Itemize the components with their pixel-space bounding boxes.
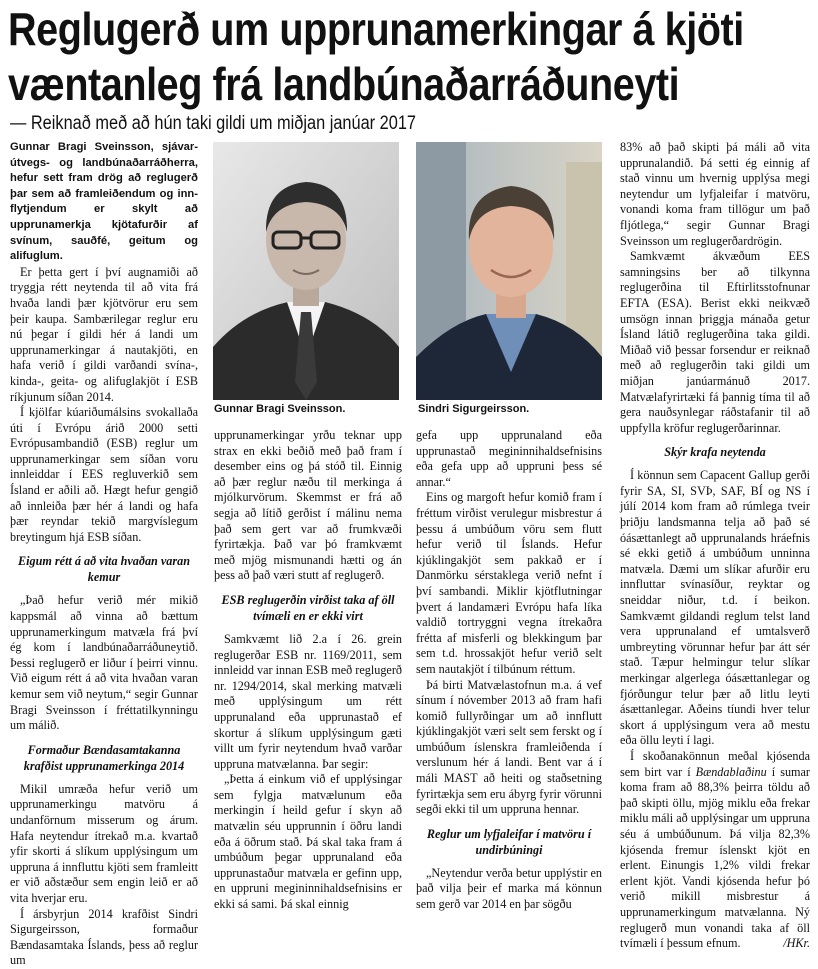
paragraph: „Það hefur verið mér mikið kappsmál að vinna að bættum upprunamerkingum matvæla frá því ég kom í landbúnaðarráðuneytið. Þessi reglugerð er liður í þeirri vinnu. Við eigum rétt á að vita hvaðan varan kemur sem við neytum,“ segir Gunnar Bragi Sveinsson í fréttatilkynningu um málið. xyxy=(10,593,198,733)
paragraph: Í ársbyrjun 2014 krafðist Sindri Sigurgeirsson, formaður Bændasamtaka Íslands, þess að reglur um xyxy=(10,906,198,968)
text-run: í sumar koma fram að 88,3% þeirra töldu að það skipti öllu, mjög miklu eða frekar miklu máli að upplýsingar um uppruna séu á umbúðunum. Þá vilja 82,3% kjósenda fremur íslenskt kjöt en erlent. Einungis 1,2% vildi frekar erlent kjöt. Vandi kjósenda hefur þó verið mikill misbrestur á upprunamerkingum matvælanna. Ný reglugerð mun vonandi taka af öll tvímæli í þessum efnum. xyxy=(620,764,810,951)
headline-line-1: Reglugerð um upprunamerkingar á kjöti xyxy=(8,3,744,55)
section-heading: ESB reglugerðin virðist taka af öll tvímæli en er ekki virt xyxy=(221,592,395,623)
photo-caption: Sindri Sigurgeirsson. xyxy=(418,403,530,415)
photo-caption: Gunnar Bragi Sveinsson. xyxy=(214,403,346,415)
paragraph: Er þetta gert í því augnamiði að tryggja rétt neytenda til að vita frá hvaða landi þær kjötvörur eru sem þeir kaupa. Sambærilegar reglur eru nú þegar í gildi hér á landi um upprunamerkingar á nautakjöti, en hafa verið í gildi varðandi svína-, kinda-, geita- og alifuglakjöt í ESB ríkjunum síðan 2014. xyxy=(10,264,198,404)
publication-name: Bændablaðinu xyxy=(695,764,767,779)
portrait-image xyxy=(213,142,399,400)
paragraph: Í könnun sem Capacent Gallup gerði fyrir SA, SI, SVÞ, SAF, BÍ og NS í júlí 2014 kom fram að rúmlega tveir þriðju landsmanna telja að það sé óásættanlegt að upprunalands hráefnis sé ekki getið á umbúðum unninna matvæla. Dæmi um slíkar afurðir eru innfluttar svínasíður, reyktar og sneiddar niður, t.d. í beikon. Samkvæmt gildandi reglum telst land vera upprunaland ef umtalsverð umbreyting vörunnar hefur þar átt sér stað. Tæpur helmingur telur slíkar merkingar algerlega óásættanlegar og fjórðungur telur þær að litlu leyti ásættanlegar. Aðeins tíundi hver telur skort á upplýsingum vera að mestu eða öllu leyti í lagi. xyxy=(620,468,810,748)
paragraph: 83% að það skipti þá máli að vita upprunalandið. Þá setti ég einnig af stað vinnu um hvernig upplýsa megi neytendur um lyfjaleifar í matvöru, vonandi koma fram tillögur um það fljótlega,“ segir Gunnar Bragi Sveinsson um reglugerðardrögin. xyxy=(620,140,810,248)
paragraph: Mikil umræða hefur verið um upprunamerkingu matvöru á undanförnum misserum og árum. Hafa neytendur ítrekað m.a. kvartað yfir skorti á slíkum upplýsingum um uppruna á innfluttu kjöti sem framleitt er við aðstæður sem engin leið er að vita hverjar eru. xyxy=(10,781,198,905)
column-4 xyxy=(620,140,810,951)
author-signature: /HKr. xyxy=(783,936,810,951)
photo-gunnar-bragi xyxy=(213,142,399,400)
paragraph: gefa upp upprunaland eða upprunastað megininnihaldsefnisins eða gefa upp að uppruni þess sé annar.“ xyxy=(416,428,602,489)
paragraph xyxy=(620,749,810,952)
section-heading: Reglur um lyfjaleifar í matvöru í undirbúningi xyxy=(426,826,592,857)
paragraph: Þá birti Matvælastofnun m.a. á vef sínum í nóvember 2013 að fram hafi komið fullyrðingar um að innflutt kjúklingakjöt væri selt sem ferskt og í umbúðum íslenskra framleiðenda í verslunum hér á landi. Bent var á í máli MAST að heiti og staðsetning fyrirtækja sem eru ábyrg fyrir vörunni segði ekki til um uppruna hennar. xyxy=(416,677,602,817)
photo-sindri xyxy=(416,142,602,400)
paragraph: Í kjölfar kúariðumálsins svokallaða úti í Evrópu árið 2000 setti Evrópusambandið (ESB) reglur um upprunamerkingar sem síðan voru innleiddar í EES regluverkið sem Ísland er aðili að. Hægt hefur gengið að innleiða þær hér á landi og hafa þær reyndar tekið margvíslegum breytingum hjá ESB síðan. xyxy=(10,405,198,544)
section-heading: Formaður Bændasamtakanna krafðist upprunamerkinga 2014 xyxy=(23,742,185,773)
quote-paragraph: „Þetta á einkum við ef upplýsingar sem fylgja matvælunum eða merkingin í heild gefur í skyn að matvælin séu upprunnin í öðru landi eða á öðrum stað. Þá skal taka fram á umbúðum þegar upprunaland eða upprunastaður matvæla er gefinn upp, en uppruni megininnihaldsefnisins er ekki sá sami. Þá skal einnig xyxy=(214,772,402,912)
subheadline: — Reiknað með að hún taki gildi um miðjan janúar 2017 xyxy=(10,113,417,134)
headline xyxy=(8,2,744,112)
lead-paragraph: Gunnar Bragi Sveinsson, sjávarútvegs- og landbúnaðarráðherra, hefur sett fram drög að reglugerð þar sem að framleiðendum og innflytjendum er skylt að upprunamerkja kjötafurðir af svínum, sauðfé, geitum og alifuglum. xyxy=(10,141,198,263)
section-heading: Skýr krafa neytenda xyxy=(664,445,766,460)
column-1 xyxy=(10,140,198,968)
paragraph: Eins og margoft hefur komið fram í fréttum virðist verulegur misbrestur á þessu á umbúðum vöru sem flutt hefur verið til Íslands. Hefur kjúklingakjöt sem pakkað er í Danmörku sérstaklega verið nefnt í því sambandi. Miklir kjötflutningar þvert á landamæri Evrópu hafa líka valdið tortryggni vegna ítrekaðra frétta af misferli og blekkingum þar sem t.d. hrossakjöt hefur verið selt sem nautakjöt í tilbúnum réttum. xyxy=(416,490,602,676)
column-2 xyxy=(214,428,402,912)
paragraph: Samkvæmt ákvæðum EES samningsins ber að tilkynna reglugerðina til Eftirlitsstofnunar EFTA (ESA). Berist ekki neikvæð umsögn innan þriggja mánaða getur Ísland látið reglugerðina taka gildi. Miðað við þessar forsendur er reiknað með að reglugerðin taki gildi um miðjan janúarmánuð 2017. Matvælafyrirtæki fá þannig tíma til að gera nauðsynlegar ráðstafanir til að uppfylla kröfur reglugerðarinnar. xyxy=(620,249,810,435)
column-3 xyxy=(416,428,602,912)
text-run: Í skoðanakönnun meðal kjósenda sem birt var í xyxy=(620,748,810,779)
paragraph: Samkvæmt lið 2.a í 26. grein reglugerðar ESB nr. 1169/2011, sem innleidd var innan ESB með reglugerð nr. 1294/2014, skal merking matvæli með upplýsingum um rétt upprunaland eða upprunastað ef skortur á slíkum upplýsingum gæti villt um fyrir neytendum hvað varðar uppruna matvælanna. Þar segir: xyxy=(214,631,402,771)
section-heading: Eigum rétt á að vita hvaðan varan kemur xyxy=(18,554,190,585)
quote-paragraph: „Neytendur verða betur upplýstir en það vilja þeir ef marka má könnun sem gerð var 2014 en þar sögðu xyxy=(416,865,602,912)
headline-line-2: væntanleg frá landbúnaðarráðuneyti xyxy=(8,58,680,110)
portrait-image xyxy=(416,142,602,400)
paragraph: upprunamerkingar yrðu teknar upp strax en ekki beðið með það fram í desember eins og þá stóð til. Einnig að þær reglur næðu til merkinga á mjólkurvörum. Skemmst er frá að segja að lítið gerðist í málinu nema það sem gert var að frumkvæði fyrirtækja. Það var þó framkvæmt með mjög mismunandi hætti og án þess að það væri stutt af reglugerð. xyxy=(214,428,402,583)
